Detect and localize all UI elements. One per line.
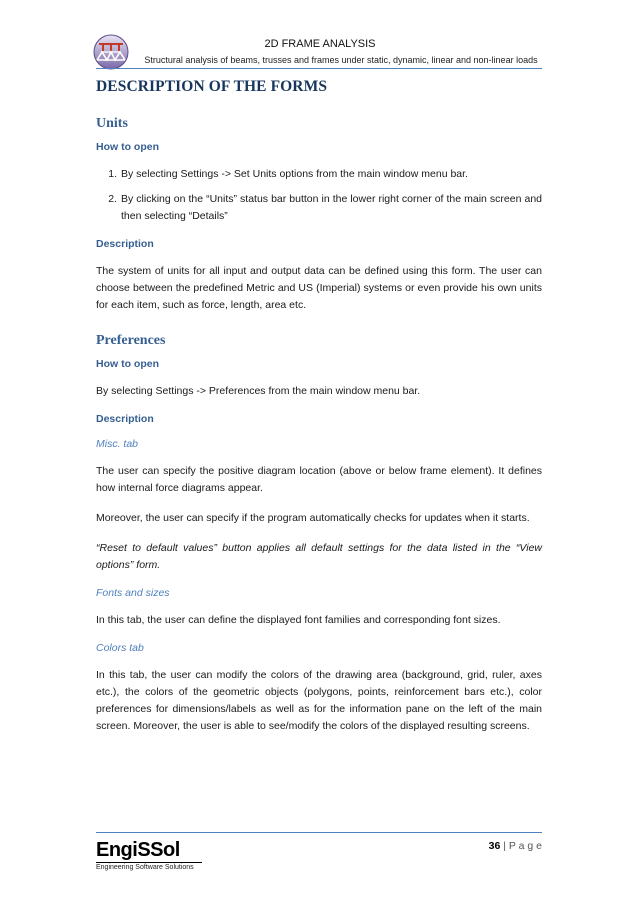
engissol-logo xyxy=(96,840,202,871)
list-item-number: 2. xyxy=(108,193,117,205)
logo-part-1: Engi xyxy=(96,839,138,861)
engissol-logo-wordmark xyxy=(96,840,202,860)
misc-paragraph-3: “Reset to default values” button applies all default settings for the data listed in the “View options” form. xyxy=(96,542,542,571)
footer-divider xyxy=(96,832,542,833)
page-number-value: 36 xyxy=(488,840,501,852)
list-item-text: By selecting Settings -> Set Units options from the main window menu bar. xyxy=(121,168,468,180)
page-number xyxy=(489,840,542,852)
list-item xyxy=(96,191,542,225)
subheading-fonts-and-sizes: Fonts and sizes xyxy=(96,587,170,599)
section-heading-units: Units xyxy=(96,116,128,131)
how-to-open-list xyxy=(96,166,542,225)
colors-paragraph: In this tab, the user can modify the colors of the drawing area (background, grid, ruler, axes etc.), the colors of the geometric objects (polygons, points, reinforcement bars etc.), color preferences for dimensions/labels as well as for the information pane on the left of the main screen. Moreover, the user is able to see/modify the colors of the displayed resulting screens. xyxy=(96,669,542,732)
list-item-text: By clicking on the “Units” status bar button in the lower right corner of the main screen and then selecting “Details” xyxy=(121,193,542,222)
page-title: DESCRIPTION OF THE FORMS xyxy=(96,78,328,95)
misc-paragraph-1: The user can specify the positive diagram location (above or below frame element). It defines how internal force diagrams appear. xyxy=(96,465,542,494)
subheading-misc-tab: Misc. tab xyxy=(96,438,139,450)
list-item xyxy=(96,166,542,183)
subheading-colors-tab: Colors tab xyxy=(96,642,144,654)
subheading-description: Description xyxy=(96,238,154,250)
page-label: P a g e xyxy=(508,840,542,852)
fonts-paragraph: In this tab, the user can define the displayed font families and corresponding font sizes. xyxy=(96,614,501,626)
list-item-number: 1. xyxy=(108,168,117,180)
frame-analysis-logo-icon xyxy=(93,34,129,70)
subheading-how-to-open: How to open xyxy=(96,358,159,370)
page-content xyxy=(96,78,542,748)
logo-tagline: Engineering Software Solutions xyxy=(96,862,202,871)
header-divider xyxy=(96,68,542,69)
header-subtitle: Structural analysis of beams, trusses and frames under static, dynamic, linear and non-linear loads xyxy=(144,55,538,65)
misc-paragraph-2: Moreover, the user can specify if the program automatically checks for updates when it starts. xyxy=(96,512,530,524)
header-title: 2D FRAME ANALYSIS xyxy=(264,38,376,50)
preferences-how-to-open: By selecting Settings -> Preferences from the main window menu bar. xyxy=(96,385,421,397)
units-description: The system of units for all input and output data can be defined using this form. The user can choose between the predefined Metric and US (Imperial) systems or even provide his own units for each item, such as force, length, area etc. xyxy=(96,265,542,311)
subheading-how-to-open: How to open xyxy=(96,141,159,153)
section-heading-preferences: Preferences xyxy=(96,333,166,348)
page-separator: | xyxy=(500,840,509,852)
subheading-description: Description xyxy=(96,413,154,425)
logo-part-2: SSol xyxy=(137,839,180,861)
